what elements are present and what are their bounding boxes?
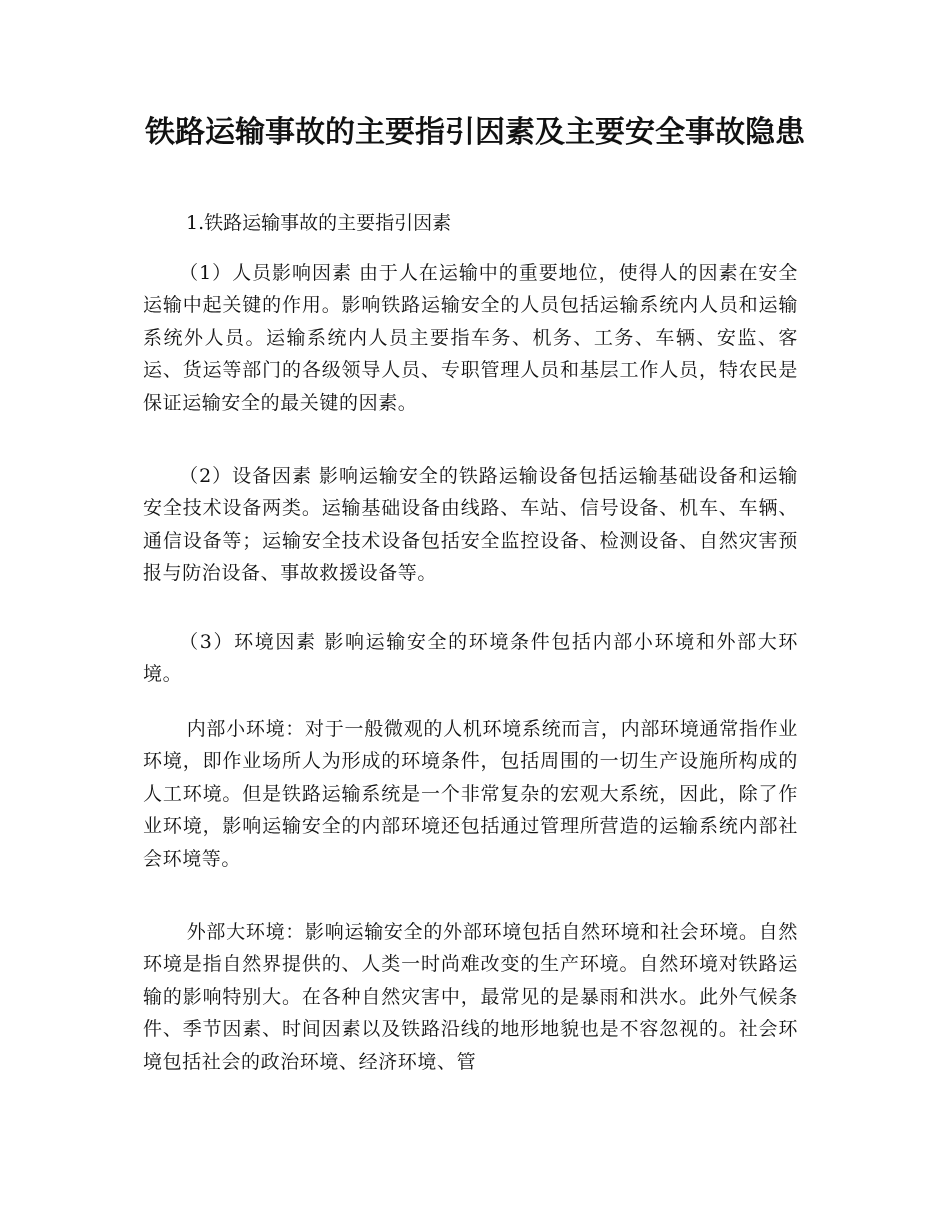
paragraph-internal-environment: 内部小环境：对于一般微观的人机环境系统而言，内部环境通常指作业环境，即作业场所人为形成的环境条件，包括周围的一切生产设施所构成的人工环境。但是铁路运输系统是一个非常复杂的宏观大系统，因此，除了作业环境，影响运输安全的内部环境还包括通过管理所营造的运输系统内部社会环境等。 — [143, 718, 798, 870]
paragraph-external-environment: 外部大环境：影响运输安全的外部环境包括自然环境和社会环境。自然环境是指自然界提供的、人类一时尚难改变的生产环境。自然环境对铁路运输的影响特别大。在各种自然灾害中，最常见的是暴雨和洪水。此外气候条件、季节因素、时间因素以及铁路沿线的地形地貌也是不容忽视的。社会环境包括社会的政治环境、经济环境、管 — [143, 921, 798, 1073]
paragraph-equipment-factors: （2）设备因素 影响运输安全的铁路运输设备包括运输基础设备和运输安全技术设备两类。运输基础设备由线路、车站、信号设备、机车、车辆、通信设备等；运输安全技术设备包括安全监控设备、检测设备、自然灾害预报与防治设备、事故救援设备等。 — [143, 465, 798, 585]
section-heading: 1.铁路运输事故的主要指引因素 — [186, 212, 452, 234]
paragraph-personnel-factors: （1）人员影响因素 由于人在运输中的重要地位，使得人的因素在安全运输中起关键的作用。影响铁路运输安全的人员包括运输系统内人员和运输系统外人员。运输系统内人员主要指车务、机务、工务、车辆、安监、客运、货运等部门的各级领导人员、专职管理人员和基层工作人员，特农民是保证运输安全的最关键的因素。 — [143, 262, 798, 414]
paragraph-environment-factors: （3）环境因素 影响运输安全的环境条件包括内部小环境和外部大环境。 — [143, 631, 798, 686]
document-title: 铁路运输事故的主要指引因素及主要安全事故隐患 — [145, 115, 805, 150]
